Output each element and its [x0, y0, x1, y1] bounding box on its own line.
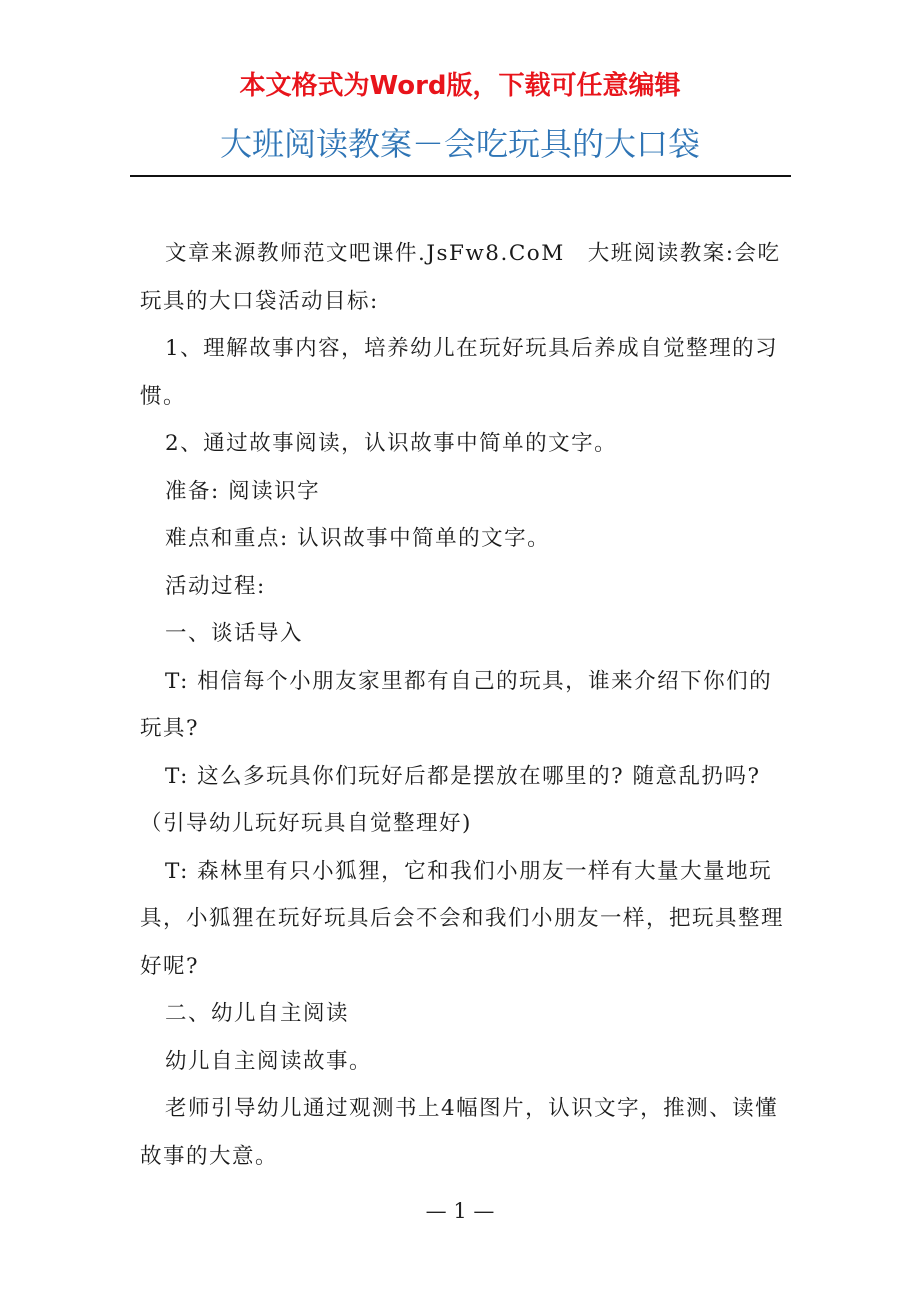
paragraph-teacher-guidance: 老师引导幼儿通过观测书上4幅图片，认识文字，推测、读懂故事的大意。 [140, 1096, 779, 1169]
paragraph-goal-1: 1、理解故事内容，培养幼儿在玩好玩具后养成自觉整理的习惯。 [140, 336, 779, 409]
format-notice-banner: 本文格式为Word版，下载可任意编辑 [239, 71, 681, 101]
paragraph-process-heading: 活动过程: [165, 573, 266, 599]
document-title: 大班阅读教案－会吃玩具的大口袋 [219, 125, 700, 163]
paragraph-goal-2: 2、通过故事阅读，认识故事中简单的文字。 [165, 431, 618, 456]
paragraph-key-points: 难点和重点: 认识故事中简单的文字。 [165, 526, 551, 551]
document-body [140, 230, 784, 1180]
paragraph-section-1-heading: 一、谈话导入 [165, 621, 304, 646]
title-divider [130, 175, 791, 177]
page-number: — 1 — [425, 1199, 495, 1223]
paragraph-teacher-question-3: T: 森林里有只小狐狸，它和我们小朋友一样有大量大量地玩具，小狐狸在玩好玩具后会不会和我们小朋友一样，把玩具整理好呢? [140, 858, 785, 979]
paragraph-section-2-heading: 二、幼儿自主阅读 [165, 1001, 350, 1026]
paragraph-self-reading: 幼儿自主阅读故事。 [165, 1048, 373, 1074]
paragraph-intro: 文章来源教师范文吧课件.JsFw8.CoM 大班阅读教案:会吃玩具的大口袋活动目标: [140, 241, 781, 314]
paragraph-preparation: 准备: 阅读识字 [165, 478, 321, 504]
paragraph-teacher-question-1: T: 相信每个小朋友家里都有自己的玩具，谁来介绍下你们的玩具? [140, 668, 773, 741]
paragraph-teacher-question-2: T: 这么多玩具你们玩好后都是摆放在哪里的? 随意乱扔吗? （引导幼儿玩好玩具自觉整理好) [140, 763, 761, 836]
